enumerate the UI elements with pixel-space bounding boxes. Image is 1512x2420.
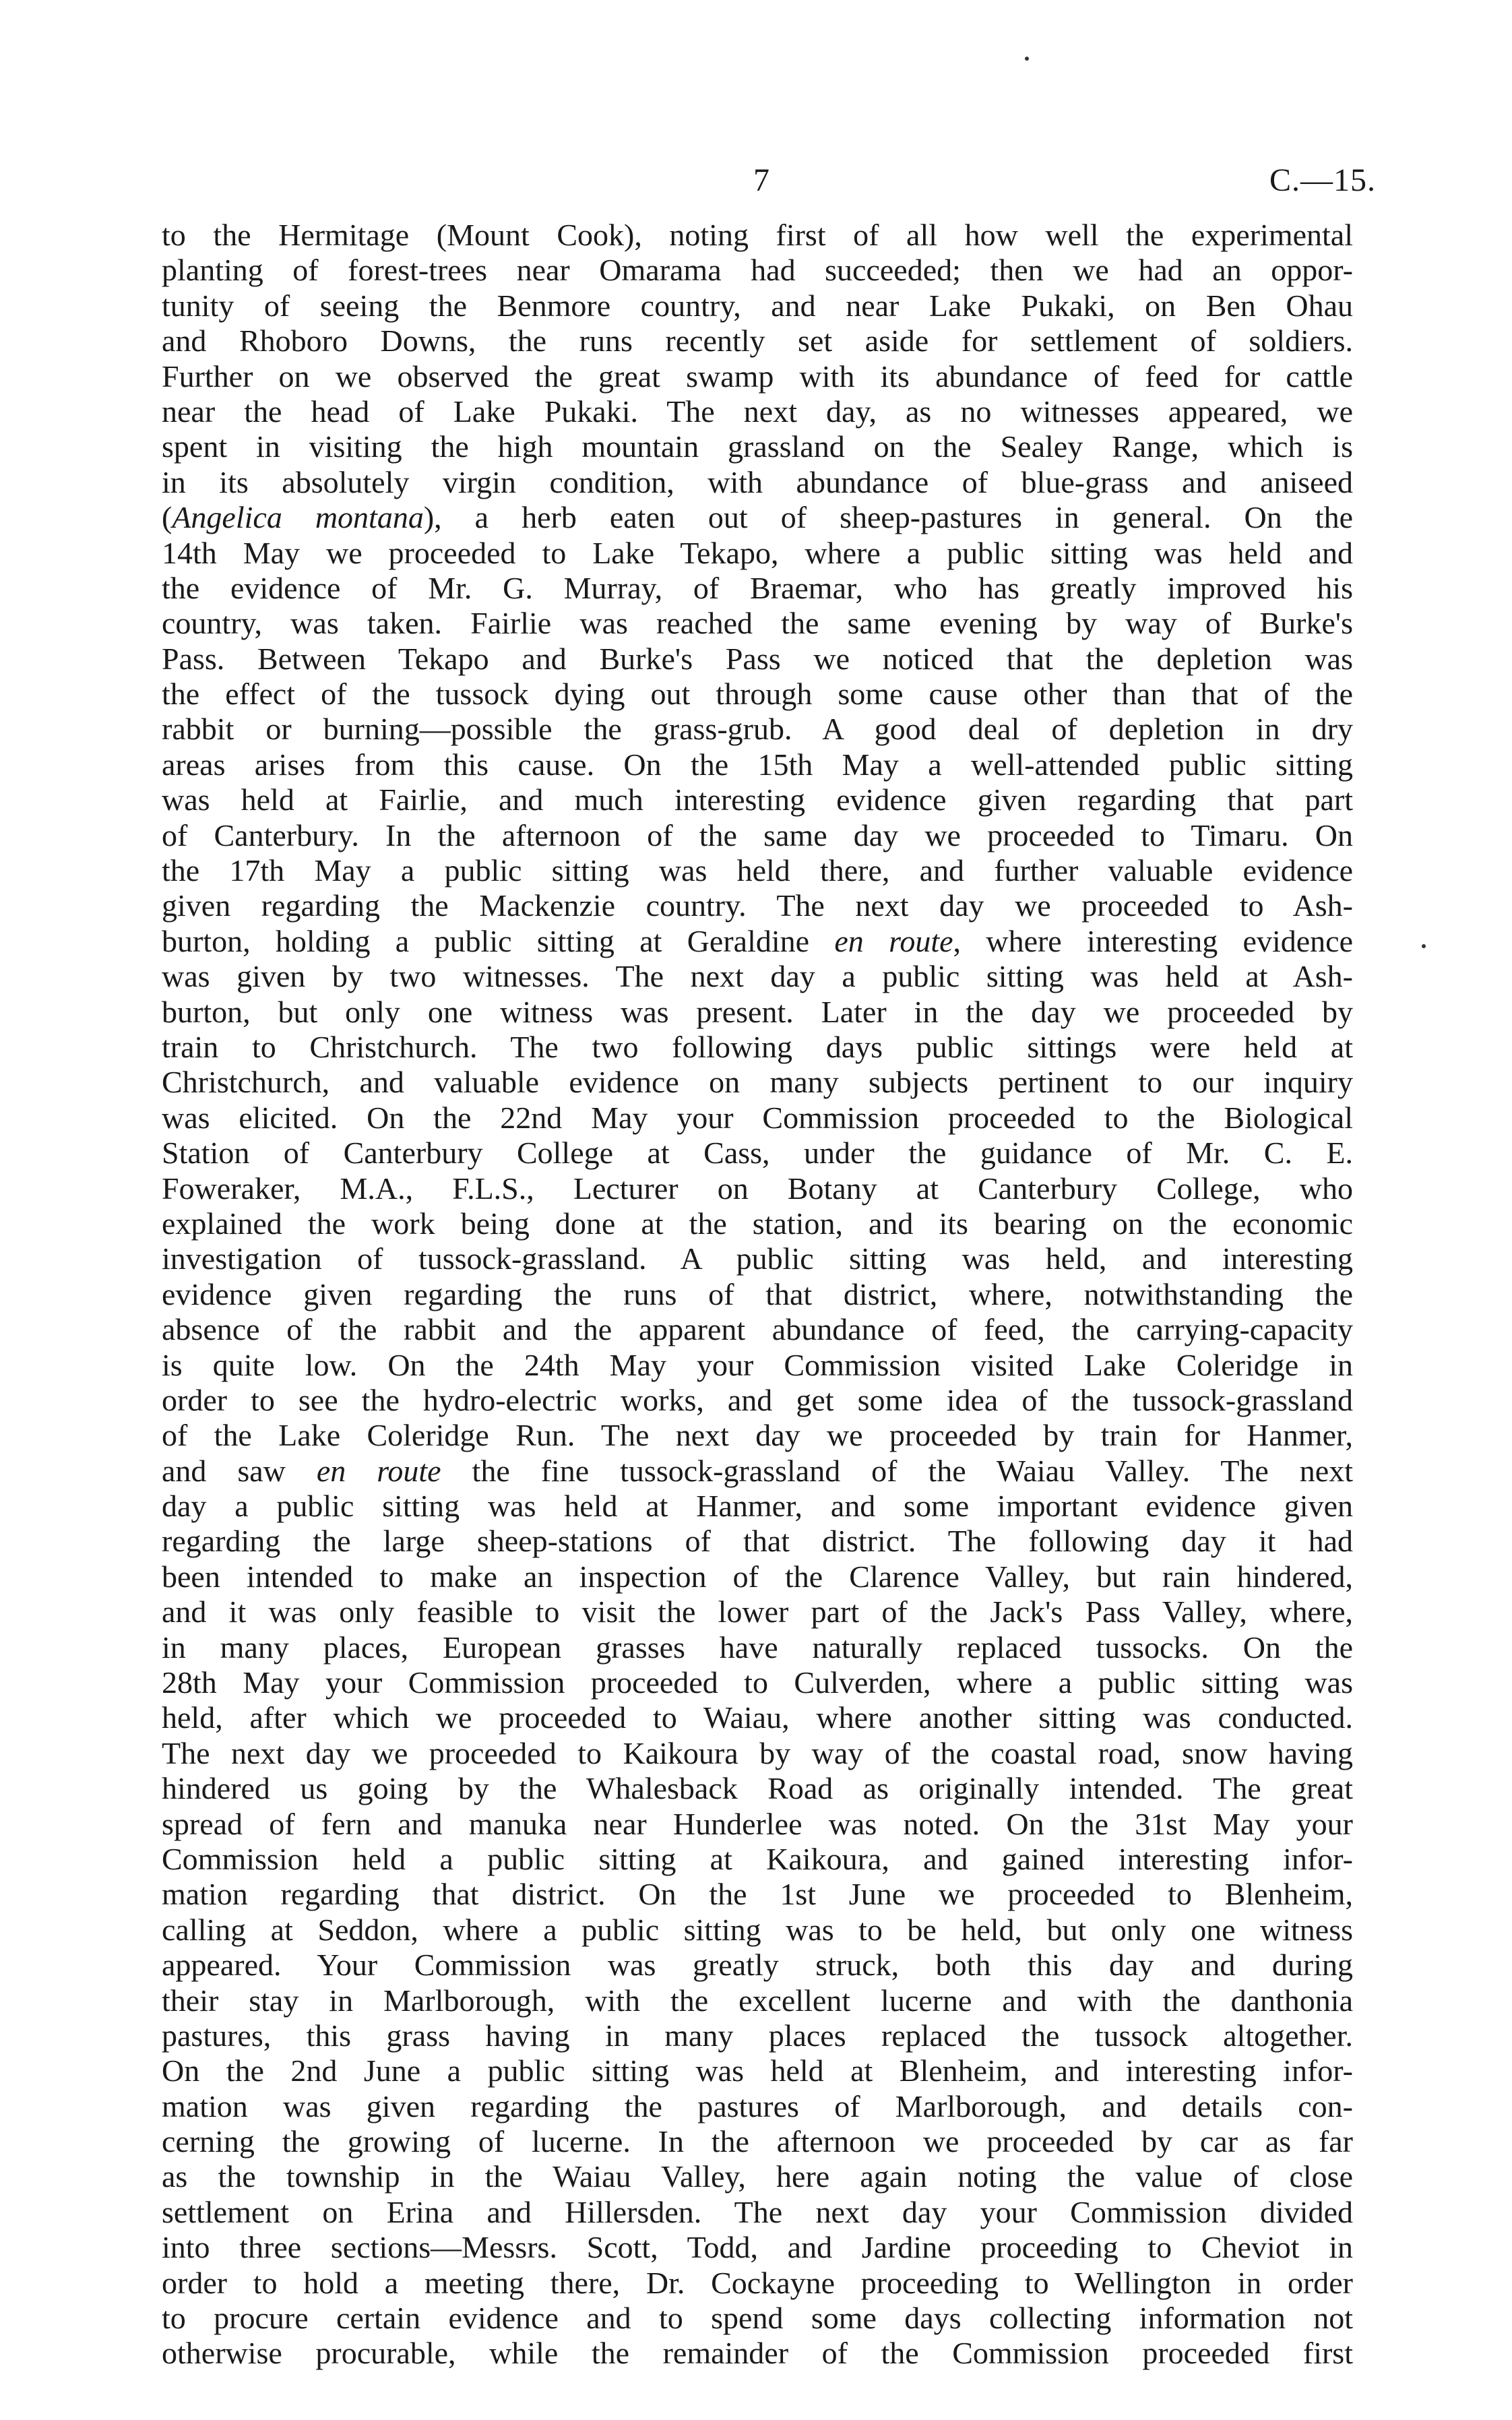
text-line — [162, 2301, 1353, 2336]
text-segment: was elicited. On the 22nd May your Commission proceeded to the Biological — [162, 1100, 1353, 1135]
text-segment: The next day we proceeded to Kaikoura by way of the coastal road, snow having — [162, 1735, 1353, 1770]
text-segment: burton, holding a public sitting at Geraldine — [162, 923, 835, 958]
text-segment: mation regarding that district. On the 1st June we proceeded to Blenheim, — [162, 1877, 1353, 1912]
text-segment: given regarding the Mackenzie country. The next day we proceeded to Ash- — [162, 888, 1353, 923]
text-segment: investigation of tussock-grassland. A public sitting was held, and interesting — [162, 1241, 1353, 1276]
text-segment: their stay in Marlborough, with the excellent lucerne and with the danthonia — [162, 1983, 1353, 2018]
text-segment: , where interesting evidence — [953, 923, 1353, 958]
text-line — [162, 1948, 1353, 1983]
text-segment: order to see the hydro-electric works, and get some idea of the tussock-grassland — [162, 1382, 1353, 1417]
text-line — [162, 2018, 1353, 2053]
text-line — [162, 959, 1353, 994]
text-segment: near the head of Lake Pukaki. The next day, as no witnesses appeared, we — [162, 394, 1353, 429]
text-line — [162, 747, 1353, 782]
text-line — [162, 1171, 1353, 1206]
text-segment: Foweraker, M.A., F.L.S., Lecturer on Botany at Canterbury College, who — [162, 1171, 1353, 1206]
text-line — [162, 606, 1353, 641]
text-segment: day a public sitting was held at Hanmer, and some important evidence given — [162, 1489, 1353, 1524]
text-segment: as the township in the Waiau Valley, here again noting the value of close — [162, 2159, 1353, 2194]
text-line — [162, 1454, 1353, 1489]
text-segment: appeared. Your Commission was greatly struck, both this day and during — [162, 1948, 1353, 1983]
text-segment: calling at Seddon, where a public sitting was to be held, but only one witness — [162, 1912, 1353, 1947]
text-line — [162, 1418, 1353, 1453]
document-reference: C.—15. — [1269, 162, 1376, 198]
text-segment: the 17th May a public sitting was held there, and further valuable evidence — [162, 853, 1353, 888]
text-segment: pastures, this grass having in many places replaced the tussock altogether. — [162, 2018, 1353, 2053]
text-line — [162, 500, 1353, 535]
text-line — [162, 1842, 1353, 1877]
text-line — [162, 2336, 1353, 2371]
text-line — [162, 1348, 1353, 1383]
text-segment: On the 2nd June a public sitting was held at Blenheim, and interesting infor- — [162, 2053, 1353, 2088]
text-segment: Christchurch, and valuable evidence on many subjects pertinent to our inquiry — [162, 1065, 1353, 1100]
text-segment: hindered us going by the Whalesback Road as originally intended. The great — [162, 1771, 1353, 1806]
text-segment: spread of fern and manuka near Hunderlee was noted. On the 31st May your — [162, 1806, 1353, 1841]
text-line — [162, 924, 1353, 959]
text-segment: train to Christchurch. The two following days public sittings were held at — [162, 1029, 1353, 1064]
text-line — [162, 1983, 1353, 2018]
text-segment: Pass. Between Tekapo and Burke's Pass we noticed that the depletion was — [162, 641, 1353, 676]
text-line — [162, 2053, 1353, 2088]
text-line — [162, 1030, 1353, 1065]
text-segment: 14th May we proceeded to Lake Tekapo, where a public sitting was held and — [162, 535, 1353, 570]
text-line — [162, 782, 1353, 817]
text-line — [162, 995, 1353, 1030]
text-segment: into three sections—Messrs. Scott, Todd, and Jardine proceeding to Cheviot in — [162, 2230, 1353, 2265]
text-segment: spent in visiting the high mountain grassland on the Sealey Range, which is — [162, 429, 1353, 464]
text-segment: and saw — [162, 1453, 317, 1488]
text-line — [162, 677, 1353, 712]
scan-speck — [1422, 944, 1426, 948]
text-line — [162, 1065, 1353, 1100]
text-segment: otherwise procurable, while the remainder of the Commission proceeded first — [162, 2336, 1353, 2371]
text-segment: cerning the growing of lucerne. In the afternoon we proceeded by car as far — [162, 2124, 1353, 2159]
text-line — [162, 1383, 1353, 1418]
text-line — [162, 218, 1353, 253]
text-line — [162, 888, 1353, 923]
text-segment: was given by two witnesses. The next day a public sitting was held at Ash- — [162, 959, 1353, 994]
text-segment: and Rhoboro Downs, the runs recently set aside for settlement of soldiers. — [162, 323, 1353, 359]
text-line — [162, 2266, 1353, 2301]
text-line — [162, 642, 1353, 677]
page-body-text — [162, 218, 1353, 2371]
text-line — [162, 1100, 1353, 1136]
text-line — [162, 288, 1353, 323]
text-segment: Station of Canterbury College at Cass, under the guidance of Mr. C. E. — [162, 1136, 1353, 1171]
text-segment: of the Lake Coleridge Run. The next day we proceeded by train for Hanmer, — [162, 1418, 1353, 1453]
text-segment: order to hold a meeting there, Dr. Cockayne proceeding to Wellington in order — [162, 2265, 1353, 2300]
text-line — [162, 1524, 1353, 1559]
text-line — [162, 359, 1353, 394]
text-line — [162, 465, 1353, 500]
text-line — [162, 1877, 1353, 1912]
text-segment: and it was only feasible to visit the lower part of the Jack's Pass Valley, where, — [162, 1594, 1353, 1630]
text-segment: absence of the rabbit and the apparent abundance of feed, the carrying-capacity — [162, 1312, 1353, 1347]
text-line — [162, 2230, 1353, 2265]
text-segment: settlement on Erina and Hillersden. The next day your Commission divided — [162, 2194, 1353, 2229]
text-line — [162, 1277, 1353, 1312]
text-line — [162, 429, 1353, 464]
text-line — [162, 2195, 1353, 2230]
text-segment: the effect of the tussock dying out through some cause other than that of the — [162, 677, 1353, 712]
text-line — [162, 1206, 1353, 1241]
text-line — [162, 853, 1353, 888]
text-line — [162, 2159, 1353, 2194]
text-segment: ( — [162, 500, 172, 535]
text-segment: of Canterbury. In the afternoon of the same day we proceeded to Timaru. On — [162, 817, 1353, 852]
italic-text: Angelica montana — [172, 500, 424, 535]
text-segment: held, after which we proceeded to Waiau, where another sitting was conducted. — [162, 1700, 1353, 1735]
page-number: 7 — [753, 162, 769, 198]
text-segment: regarding the large sheep-stations of that district. The following day it had — [162, 1524, 1353, 1559]
text-line — [162, 1136, 1353, 1171]
text-line — [162, 1771, 1353, 1806]
text-line — [162, 1736, 1353, 1771]
text-segment: in its absolutely virgin condition, with abundance of blue-grass and aniseed — [162, 464, 1353, 499]
text-segment: in many places, European grasses have naturally replaced tussocks. On the — [162, 1630, 1353, 1665]
text-line — [162, 1913, 1353, 1948]
text-segment: 28th May your Commission proceeded to Culverden, where a public sitting was — [162, 1665, 1353, 1700]
text-line — [162, 1559, 1353, 1594]
text-line — [162, 571, 1353, 606]
text-segment: burton, but only one witness was present. Later in the day we proceeded by — [162, 994, 1353, 1029]
text-segment: Commission held a public sitting at Kaikoura, and gained interesting infor- — [162, 1841, 1353, 1876]
italic-text: en route — [316, 1453, 441, 1488]
text-segment: the fine tussock-grassland of the Waiau Valley. The next — [441, 1453, 1353, 1488]
text-segment: tunity of seeing the Benmore country, and near Lake Pukaki, on Ben Ohau — [162, 288, 1353, 323]
page-header — [0, 160, 1512, 201]
text-segment: areas arises from this cause. On the 15th May a well-attended public sitting — [162, 747, 1353, 782]
text-segment: ), a herb eaten out of sheep-pastures in general. On the — [423, 500, 1353, 535]
text-segment: country, was taken. Fairlie was reached the same evening by way of Burke's — [162, 606, 1353, 641]
text-line — [162, 1700, 1353, 1735]
text-line — [162, 323, 1353, 359]
text-line — [162, 1594, 1353, 1630]
text-line — [162, 536, 1353, 571]
text-line — [162, 818, 1353, 853]
text-line — [162, 1489, 1353, 1524]
text-segment: to the Hermitage (Mount Cook), noting first of all how well the experimental — [162, 218, 1353, 252]
scan-speck — [1025, 57, 1029, 61]
text-line — [162, 1312, 1353, 1347]
text-segment: was held at Fairlie, and much interesting evidence given regarding that part — [162, 782, 1353, 817]
text-line — [162, 394, 1353, 429]
text-line — [162, 1665, 1353, 1700]
text-segment: explained the work being done at the station, and its bearing on the economic — [162, 1206, 1353, 1241]
text-segment: planting of forest-trees near Omarama had succeeded; then we had an oppor- — [162, 253, 1353, 288]
text-segment: rabbit or burning—possible the grass-grub. A good deal of depletion in dry — [162, 712, 1353, 747]
text-line — [162, 1807, 1353, 1842]
text-segment: the evidence of Mr. G. Murray, of Braemar, who has greatly improved his — [162, 570, 1353, 605]
text-segment: is quite low. On the 24th May your Commission visited Lake Coleridge in — [162, 1347, 1353, 1382]
text-line — [162, 2124, 1353, 2159]
text-segment: to procure certain evidence and to spend some days collecting information not — [162, 2301, 1353, 2336]
text-line — [162, 1630, 1353, 1665]
text-line — [162, 253, 1353, 288]
italic-text: en route — [834, 923, 953, 958]
text-line — [162, 1241, 1353, 1276]
text-line — [162, 712, 1353, 747]
text-line — [162, 2089, 1353, 2124]
text-segment: evidence given regarding the runs of that district, where, notwithstanding the — [162, 1276, 1353, 1311]
text-segment: mation was given regarding the pastures of Marlborough, and details con- — [162, 2088, 1353, 2123]
text-segment: Further on we observed the great swamp with its abundance of feed for cattle — [162, 359, 1353, 394]
text-segment: been intended to make an inspection of the Clarence Valley, but rain hindered, — [162, 1559, 1353, 1594]
